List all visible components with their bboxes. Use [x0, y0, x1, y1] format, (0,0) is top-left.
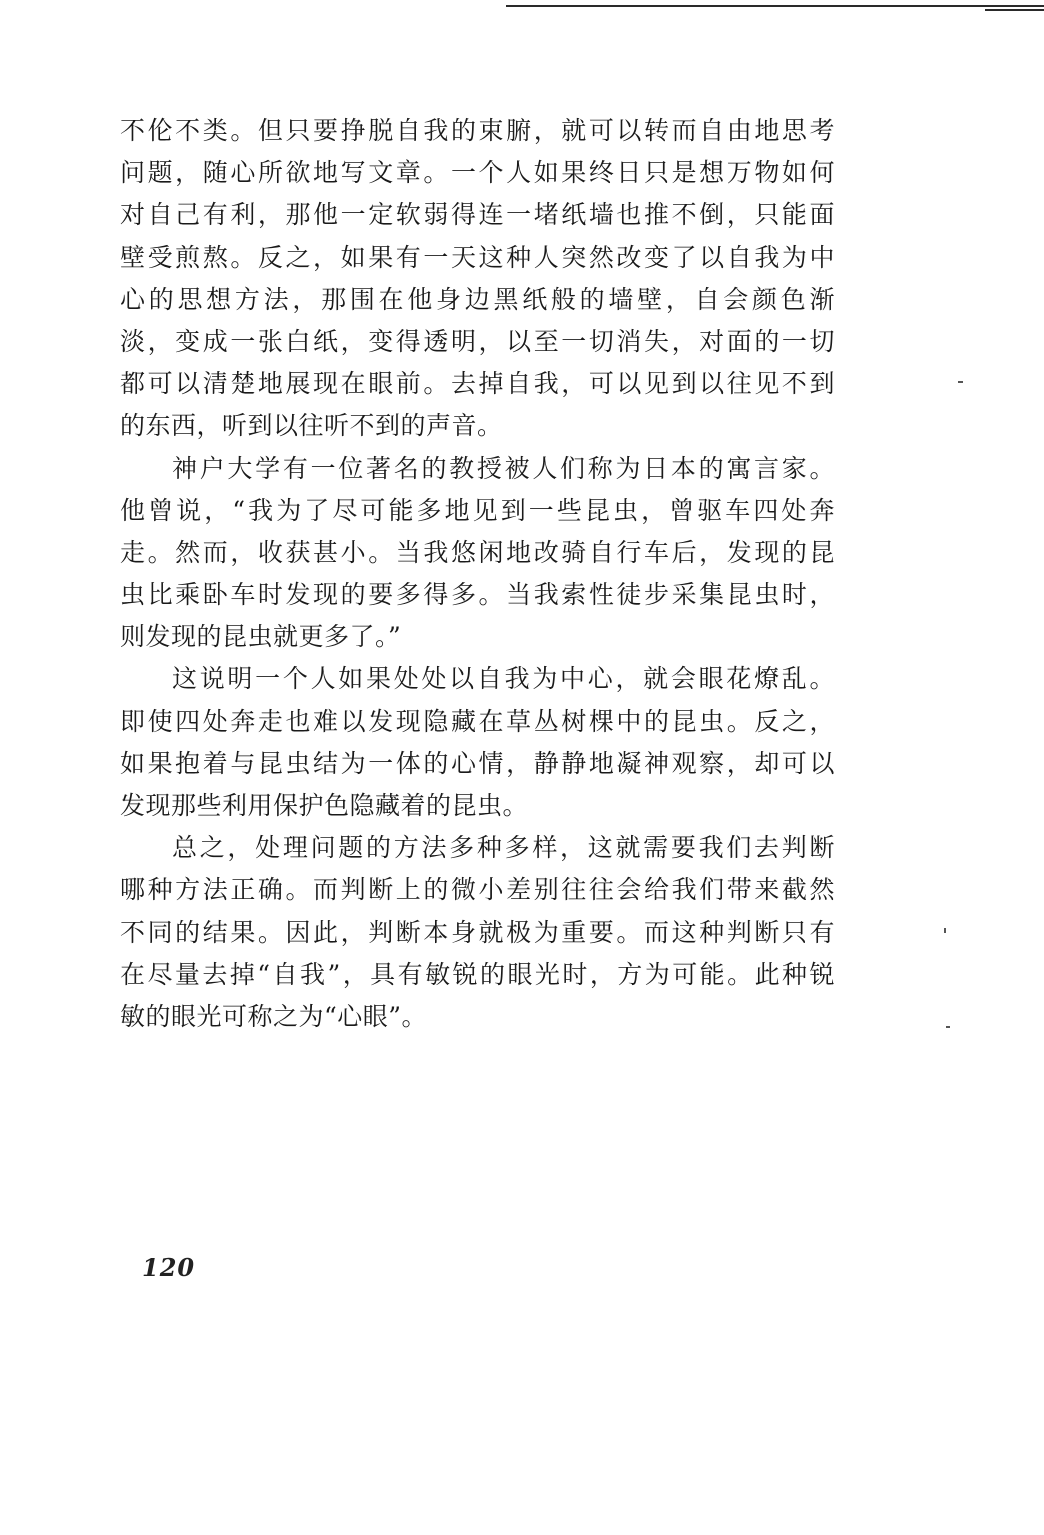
body-text — [120, 110, 835, 1038]
text-line: 淡，变成一张白纸，变得透明，以至一切消失，对面的一切 — [120, 326, 835, 356]
text-line: 总之，处理问题的方法多种多样，这就需要我们去判断 — [172, 833, 835, 863]
text-line: 虫比乘卧车时发现的要多得多。当我索性徒步采集昆虫时， — [120, 580, 835, 610]
text-line: 问题，随心所欲地写文章。一个人如果终日只是想万物如何 — [120, 158, 835, 188]
top-rule-secondary — [985, 9, 1044, 11]
scan-speck — [944, 928, 946, 933]
text-line: 神户大学有一位著名的教授被人们称为日本的寓言家。 — [172, 453, 835, 483]
text-line: 对自己有利，那他一定软弱得连一堵纸墙也推不倒，只能面 — [120, 200, 835, 230]
paragraph-4 — [120, 827, 835, 1038]
paragraph-1 — [120, 110, 835, 448]
text-line: 发现那些利用保护色隐藏着的昆虫。 — [120, 791, 529, 820]
text-line: 哪种方法正确。而判断上的微小差别往往会给我们带来截然 — [120, 875, 835, 905]
paragraph-3 — [120, 658, 835, 827]
text-line: 心的思想方法，那围在他身边黑纸般的墙壁，自会颜色渐 — [120, 284, 835, 314]
top-rule — [506, 5, 1044, 7]
text-line: 的东西，听到以往听不到的声音。 — [120, 411, 503, 441]
text-line: 都可以清楚地展现在眼前。去掉自我，可以见到以往见不到 — [120, 369, 835, 399]
scan-speck — [958, 381, 963, 383]
text-line: 则发现的昆虫就更多了。” — [120, 622, 402, 652]
paragraph-2 — [120, 448, 835, 659]
text-line: 即使四处奔走也难以发现隐藏在草丛树棵中的昆虫。反之， — [120, 706, 835, 736]
text-line: 他曾说，“我为了尽可能多地见到一些昆虫，曾驱车四处奔 — [120, 495, 835, 525]
text-line: 壁受煎熬。反之，如果有一天这种人突然改变了以自我为中 — [120, 242, 835, 272]
text-line: 在尽量去掉“自我”，具有敏锐的眼光时，方为可能。此种锐 — [120, 959, 835, 989]
text-line: 不同的结果。因此，判断本身就极为重要。而这种判断只有 — [120, 917, 835, 947]
text-line: 走。然而，收获甚小。当我悠闲地改骑自行车后，发现的昆 — [120, 537, 835, 567]
text-line: 如果抱着与昆虫结为一体的心情，静静地凝神观察，却可以 — [120, 748, 835, 778]
page-number: 120 — [142, 1253, 196, 1282]
text-line: 敏的眼光可称之为“心眼”。 — [120, 1001, 428, 1031]
scan-speck — [946, 1026, 950, 1028]
text-line: 这说明一个人如果处处以自我为中心，就会眼花燎乱。 — [172, 664, 835, 694]
text-line: 不伦不类。但只要挣脱自我的束腑，就可以转而自由地思考 — [120, 116, 835, 145]
